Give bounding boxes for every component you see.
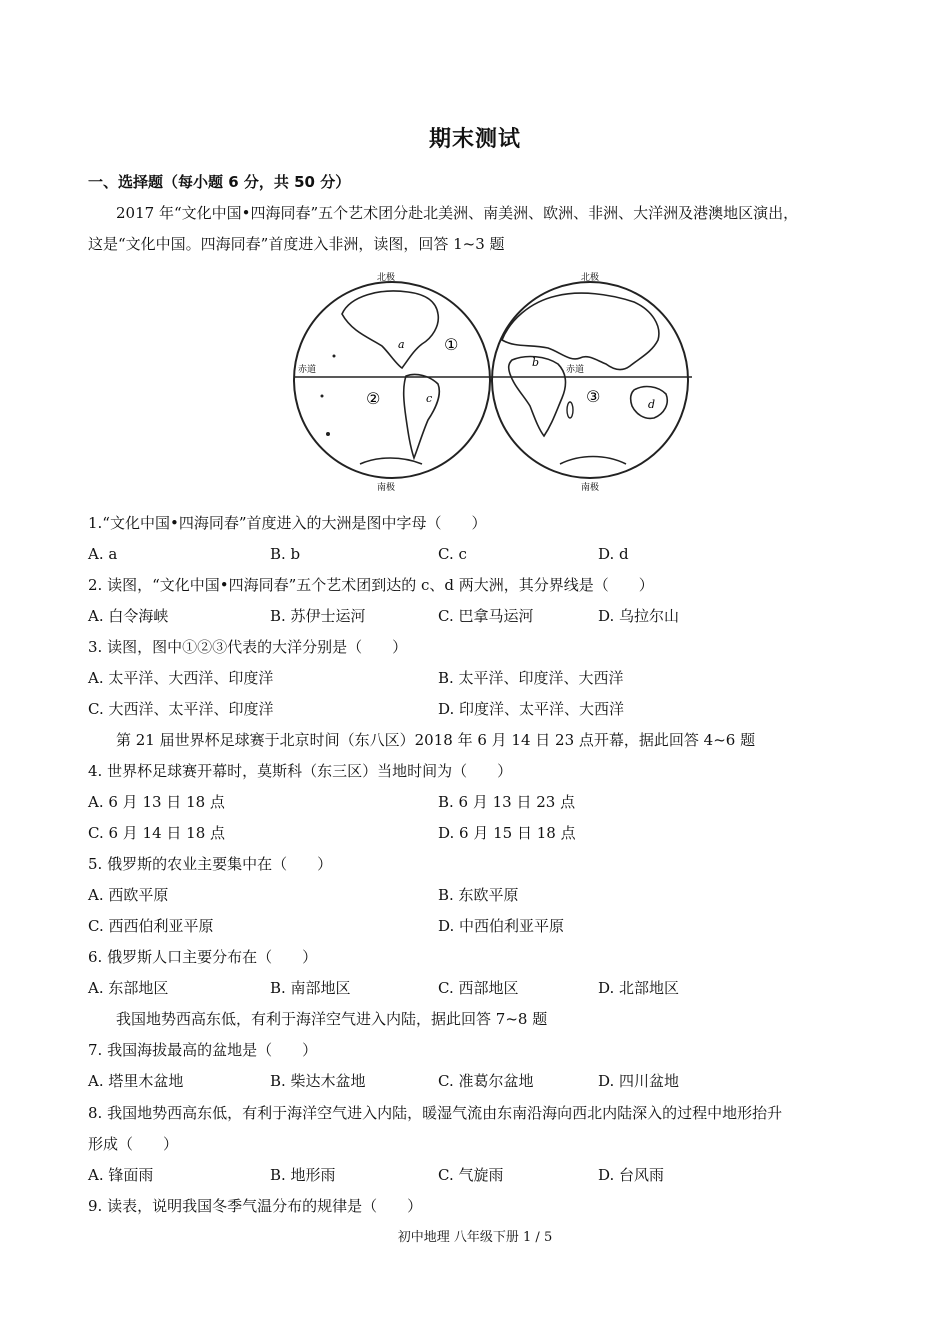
question-1-stem: 1.“文化中国•四海同春”首度进入的大洲是图中字母（ ） <box>88 514 487 532</box>
q4-option-a[interactable]: A. 6 月 13 日 18 点 <box>88 793 225 811</box>
q8-option-b[interactable]: B. 地形雨 <box>270 1166 336 1184</box>
equator-label-east: 赤道 <box>566 365 585 375</box>
q1-option-b[interactable]: B. b <box>270 545 301 563</box>
q5-option-d[interactable]: D. 中西伯利亚平原 <box>438 917 565 935</box>
q6-option-c[interactable]: C. 西部地区 <box>438 979 519 997</box>
world-hemispheres-map <box>290 268 698 494</box>
q3-option-a[interactable]: A. 太平洋、大西洋、印度洋 <box>88 669 274 687</box>
intro-paragraph-2: 第 21 届世界杯足球赛于北京时间（东八区）2018 年 6 月 14 日 23 点开幕，据此回答 4~6 题 <box>116 731 756 749</box>
question-8-stem-line-2: 形成（ ） <box>88 1135 179 1153</box>
q3-option-b[interactable]: B. 太平洋、印度洋、大西洋 <box>438 669 624 687</box>
label-c: c <box>426 392 433 405</box>
q2-option-c[interactable]: C. 巴拿马运河 <box>438 607 534 625</box>
question-4-stem: 4. 世界杯足球赛开幕时，莫斯科（东三区）当地时间为（ ） <box>88 762 513 780</box>
question-9-stem: 9. 读表，说明我国冬季气温分布的规律是（ ） <box>88 1197 423 1215</box>
intro-paragraph-3: 我国地势西高东低，有利于海洋空气进入内陆，据此回答 7~8 题 <box>116 1010 548 1028</box>
q5-option-a[interactable]: A. 西欧平原 <box>88 886 169 904</box>
eastern-hemisphere-outline <box>492 282 688 478</box>
q1-option-a[interactable]: A. a <box>88 545 118 563</box>
q7-option-a[interactable]: A. 塔里木盆地 <box>88 1072 184 1090</box>
q5-option-c[interactable]: C. 西西伯利亚平原 <box>88 917 214 935</box>
q5-option-b[interactable]: B. 东欧平原 <box>438 886 519 904</box>
section-heading: 一、选择题（每小题 6 分，共 50 分） <box>88 173 351 191</box>
q6-option-a[interactable]: A. 东部地区 <box>88 979 169 997</box>
q2-option-b[interactable]: B. 苏伊士运河 <box>270 607 366 625</box>
western-hemisphere-outline <box>294 282 490 478</box>
q4-option-b[interactable]: B. 6 月 13 日 23 点 <box>438 793 576 811</box>
label-d: d <box>648 398 656 411</box>
question-7-stem: 7. 我国海拔最高的盆地是（ ） <box>88 1041 318 1059</box>
q7-option-c[interactable]: C. 准葛尔盆地 <box>438 1072 534 1090</box>
label-a: a <box>398 338 405 351</box>
question-3-stem: 3. 读图，图中①②③代表的大洋分别是（ ） <box>88 638 408 656</box>
q8-option-d[interactable]: D. 台风雨 <box>598 1166 665 1184</box>
south-america-shape <box>404 374 440 458</box>
ocean-label-3: ③ <box>586 387 601 406</box>
q1-option-c[interactable]: C. c <box>438 545 467 563</box>
q4-option-d[interactable]: D. 6 月 15 日 18 点 <box>438 824 576 842</box>
q8-option-c[interactable]: C. 气旋雨 <box>438 1166 504 1184</box>
q3-option-c[interactable]: C. 大西洋、太平洋、印度洋 <box>88 700 274 718</box>
label-b: b <box>532 356 540 369</box>
q8-option-a[interactable]: A. 锋面雨 <box>88 1166 154 1184</box>
q6-option-b[interactable]: B. 南部地区 <box>270 979 351 997</box>
question-8-stem-line-1: 8. 我国地势西高东低，有利于海洋空气进入内陆，暖湿气流由东南沿海向西北内陆深入的过程中地形抬升 <box>88 1104 783 1122</box>
question-5-stem: 5. 俄罗斯的农业主要集中在（ ） <box>88 855 333 873</box>
q2-option-d[interactable]: D. 乌拉尔山 <box>598 607 680 625</box>
north-pole-label-west: 北极 <box>376 273 396 283</box>
q7-option-d[interactable]: D. 四川盆地 <box>598 1072 680 1090</box>
ocean-label-2: ② <box>366 389 381 408</box>
hemispheres-svg <box>290 268 698 494</box>
q3-option-d[interactable]: D. 印度洋、太平洋、大西洋 <box>438 700 625 718</box>
page-title: 期末测试 <box>428 127 521 152</box>
north-america-shape <box>342 291 438 368</box>
north-pole-label-east: 北极 <box>580 273 600 283</box>
ocean-label-1: ① <box>444 335 459 354</box>
south-pole-label-east: 南极 <box>580 483 600 493</box>
south-pole-label-west: 南极 <box>376 483 396 493</box>
q7-option-b[interactable]: B. 柴达木盆地 <box>270 1072 366 1090</box>
q6-option-d[interactable]: D. 北部地区 <box>598 979 680 997</box>
eurasia-shape <box>502 293 659 370</box>
q1-option-d[interactable]: D. d <box>598 545 629 563</box>
page-footer: 初中地理 八年级下册 1 / 5 <box>397 1230 553 1245</box>
intro-paragraph-line-2: 这是“文化中国。四海同春”首度进入非洲，读图，回答 1~3 题 <box>88 235 505 253</box>
intro-paragraph-line-1: 2017 年“文化中国•四海同春”五个艺术团分赴北美洲、南美洲、欧洲、非洲、大洋洲及港澳地区演出， <box>116 204 799 222</box>
q4-option-c[interactable]: C. 6 月 14 日 18 点 <box>88 824 226 842</box>
q2-option-a[interactable]: A. 白令海峡 <box>88 607 169 625</box>
question-6-stem: 6. 俄罗斯人口主要分布在（ ） <box>88 948 318 966</box>
question-2-stem: 2. 读图，“文化中国•四海同春”五个艺术团到达的 c、d 两大洲，其分界线是（ ） <box>88 576 654 594</box>
equator-label-west: 赤道 <box>298 365 317 375</box>
